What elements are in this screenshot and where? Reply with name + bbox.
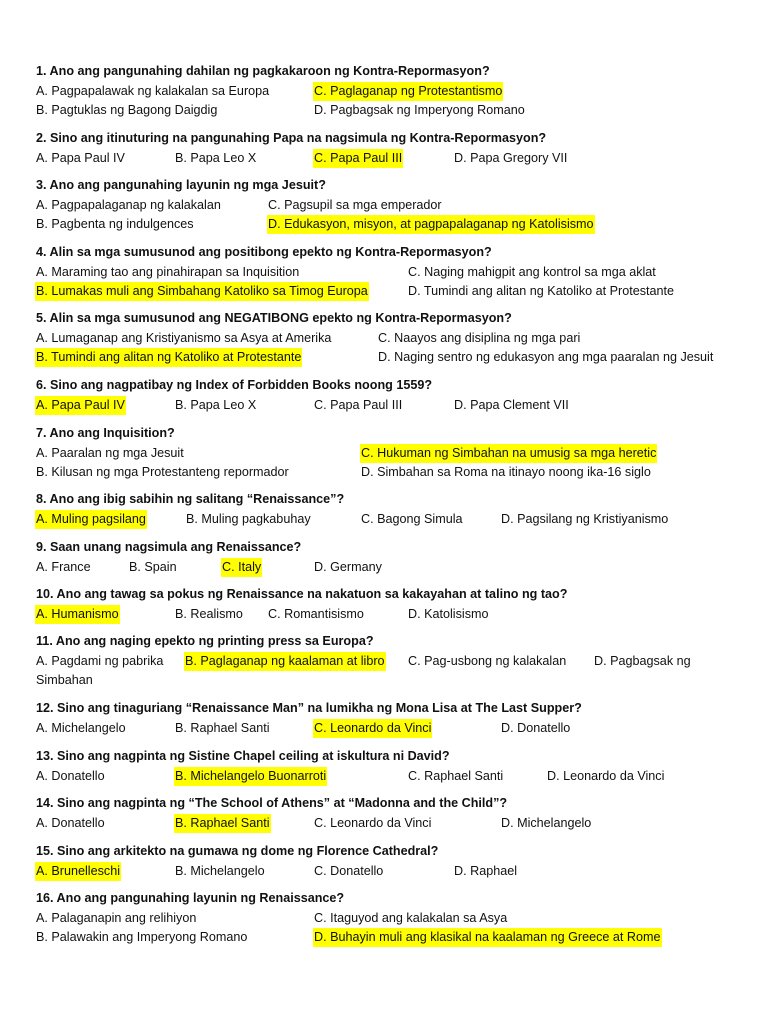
answer-option-highlighted: B. Raphael Santi [174,814,271,833]
answer-option: B. Papa Leo X [175,150,257,165]
answer-option: D. Pagbagsak ng Imperyong Romano [314,103,525,117]
question-text: 15. Sino ang arkitekto na gumawa ng dome ng Florence Cathedral? [36,844,439,858]
answer-option: Simbahan [36,673,93,687]
answer-option: A. Paaralan ng mga Jesuit [36,445,184,460]
question-line [0,490,768,509]
question-line [0,62,768,81]
question-line [0,176,768,195]
answer-option: B. Kilusan ng mga Protestanteng repormador [36,465,289,479]
answer-option: B. Realismo [175,606,243,621]
answer-option-highlighted: D. Edukasyon, misyon, at pagpapalaganap ng Katolisismo [267,215,595,234]
question-text: 6. Sino ang nagpatibay ng Index of Forbidden Books noong 1559? [36,378,433,392]
answer-option-highlighted: A. Papa Paul IV [35,396,126,415]
answer-option: D. Tumindi ang alitan ng Katoliko at Protestante [408,284,675,298]
answer-option: B. Palawakin ang Imperyong Romano [36,930,248,944]
answer-option-highlighted: B. Michelangelo Buonarroti [174,767,327,786]
answer-option: A. Donatello [36,768,105,783]
question-text: 16. Ano ang pangunahing layunin ng Renaissance? [36,891,345,905]
answer-option: C. Leonardo da Vinci [314,815,432,830]
answer-option: C. Pagsupil sa mga emperador [268,197,442,212]
question-line [0,129,768,148]
answer-option: B. Raphael Santi [175,720,270,735]
answer-option: A. Papa Paul IV [36,150,125,165]
answer-option: A. Pagdami ng pabrika [36,653,164,668]
answer-option: C. Naayos ang disiplina ng mga pari [378,330,581,345]
answer-option-highlighted: B. Lumakas muli ang Simbahang Katoliko sa Timog Europa [35,282,369,301]
question-line [0,747,768,766]
question-text: 14. Sino ang nagpinta ng “The School of Athens” at “Madonna and the Child”? [36,796,508,810]
answer-option: D. Papa Gregory VII [454,150,568,165]
answer-option: C. Donatello [314,863,384,878]
answer-option: D. Donatello [501,720,571,735]
question-text: 10. Ano ang tawag sa pokus ng Renaissance na nakatuon sa kakayahan at talino ng tao? [36,587,568,601]
answer-option: A. Palaganapin ang relihiyon [36,910,197,925]
question-text: 13. Sino ang nagpinta ng Sistine Chapel ceiling at iskultura ni David? [36,749,450,763]
answer-option: D. Michelangelo [501,815,592,830]
answer-option: A. Michelangelo [36,720,126,735]
answer-option-highlighted: C. Leonardo da Vinci [313,719,432,738]
answer-option: B. Michelangelo [175,863,265,878]
question-line [0,376,768,395]
answer-option: C. Romantisismo [268,606,364,621]
answer-option: D. Pagbagsak ng [594,653,691,668]
question-line [0,585,768,604]
answer-option: D. Katolisismo [408,606,489,621]
answer-option: A. Pagpapalawak ng kalakalan sa Europa [36,83,270,98]
question-line [0,243,768,262]
question-text: 1. Ano ang pangunahing dahilan ng pagkakaroon ng Kontra-Repormasyon? [36,64,490,78]
question-text: 11. Ano ang naging epekto ng printing press sa Europa? [36,634,374,648]
answer-option-highlighted: B. Tumindi ang alitan ng Katoliko at Protestante [35,348,302,367]
answer-option: D. Leonardo da Vinci [547,768,665,783]
answer-option: A. Pagpapalaganap ng kalakalan [36,197,221,212]
question-line [0,842,768,861]
answer-option-highlighted: A. Muling pagsilang [35,510,147,529]
answer-option-highlighted: C. Paglaganap ng Protestantismo [313,82,503,101]
answer-option-highlighted: A. Humanismo [35,605,120,624]
answer-option: C. Itaguyod ang kalakalan sa Asya [314,910,508,925]
question-line [0,889,768,908]
answer-option: A. Donatello [36,815,105,830]
answer-option: D. Simbahan sa Roma na itinayo noong ika-16 siglo [361,465,651,479]
question-text: 4. Alin sa mga sumusunod ang positibong epekto ng Kontra-Repormasyon? [36,245,492,259]
answer-option: C. Bagong Simula [361,511,463,526]
answer-option: B. Pagtuklas ng Bagong Daigdig [36,103,218,117]
question-line [0,794,768,813]
question-text: 5. Alin sa mga sumusunod ang NEGATIBONG epekto ng Kontra-Repormasyon? [36,311,512,325]
question-text: 7. Ano ang Inquisition? [36,426,175,440]
question-text: 2. Sino ang itinuturing na pangunahing Papa na nagsimula ng Kontra-Repormasyon? [36,131,547,145]
answer-option: D. Papa Clement VII [454,397,569,412]
answer-option-highlighted: A. Brunelleschi [35,862,121,881]
answer-option-highlighted: B. Paglaganap ng kaalaman at libro [184,652,386,671]
answer-option: B. Pagbenta ng indulgences [36,217,194,231]
answer-option-highlighted: C. Hukuman ng Simbahan na umusig sa mga heretic [360,444,657,463]
answer-option: D. Raphael [454,863,518,878]
answer-option: C. Raphael Santi [408,768,504,783]
answer-option: C. Pag-usbong ng kalakalan [408,653,567,668]
answer-option: B. Spain [129,559,177,574]
answer-option: B. Muling pagkabuhay [186,511,311,526]
answer-option: A. France [36,559,91,574]
answer-option: B. Papa Leo X [175,397,257,412]
answer-option: C. Naging mahigpit ang kontrol sa mga aklat [408,264,656,279]
question-text: 8. Ano ang ibig sabihin ng salitang “Renaissance”? [36,492,345,506]
question-line [0,309,768,328]
answer-option: A. Maraming tao ang pinahirapan sa Inquisition [36,264,300,279]
question-line [0,538,768,557]
answer-option: D. Pagsilang ng Kristiyanismo [501,511,669,526]
answer-option-highlighted: C. Papa Paul III [313,149,403,168]
question-line [0,699,768,718]
answer-option: D. Germany [314,559,382,574]
question-text: 3. Ano ang pangunahing layunin ng mga Jesuit? [36,178,326,192]
answer-option-highlighted: C. Italy [221,558,262,577]
answer-option: A. Lumaganap ang Kristiyanismo sa Asya at Amerika [36,330,332,345]
question-line [0,632,768,651]
answer-option: D. Naging sentro ng edukasyon ang mga paaralan ng Jesuit [378,350,714,364]
answer-option: C. Papa Paul III [314,397,403,412]
question-text: 9. Saan unang nagsimula ang Renaissance? [36,540,302,554]
answer-option-highlighted: D. Buhayin muli ang klasikal na kaalaman ng Greece at Rome [313,928,662,947]
question-text: 12. Sino ang tinaguriang “Renaissance Man” na lumikha ng Mona Lisa at The Last Supper? [36,701,582,715]
question-line [0,424,768,443]
